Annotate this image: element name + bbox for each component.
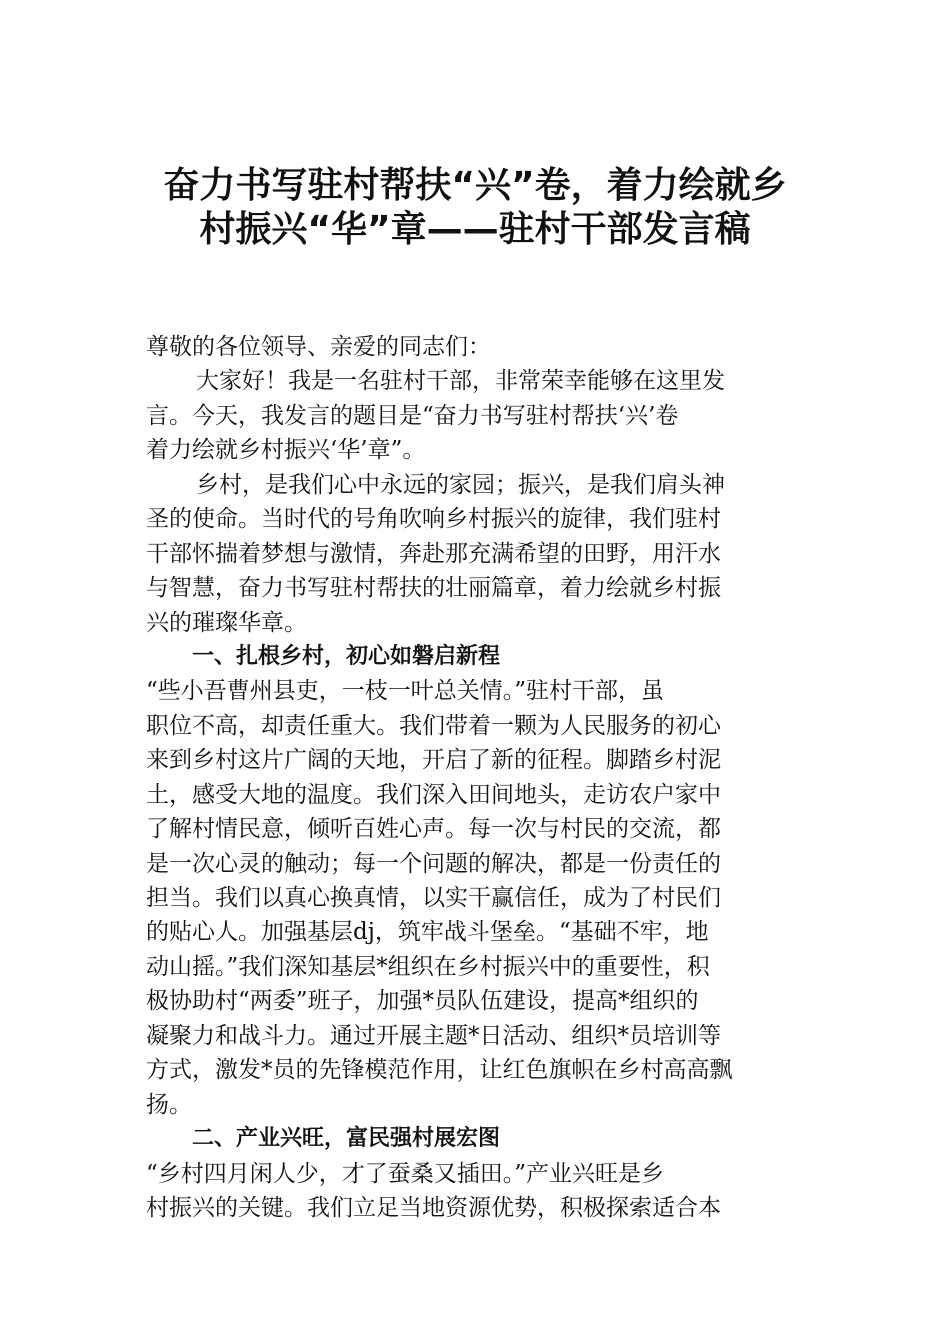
body-line: 凝聚力和战斗力。通过开展主题*日活动、组织*员培训等 — [146, 1022, 721, 1049]
body-line: 扬。 — [146, 1091, 192, 1118]
body-line: 来到乡村这片广阔的天地，开启了新的征程。脚踏乡村泥 — [146, 747, 721, 774]
body-line: 圣的使命。当时代的号角吹响乡村振兴的旋律，我们驻村 — [146, 506, 721, 533]
section-heading: 二、产业兴旺，富民强村展宏图 — [192, 1126, 501, 1152]
body-line: 与智慧，奋力书写驻村帮扶的壮丽篇章，着力绘就乡村振 — [146, 575, 721, 602]
document-body — [146, 330, 806, 1225]
body-line: 大家好！我是一名驻村干部，非常荣幸能够在这里发 — [196, 368, 725, 395]
body-line: 担当。我们以真心换真情，以实干赢信任，成为了村民们 — [146, 885, 721, 911]
body-line: 的贴心人。加强基层dj，筑牢战斗堡垒。“基础不牢，地 — [146, 919, 709, 946]
body-line: 是一次心灵的触动；每一个问题的解决，都是一份责任的 — [146, 850, 721, 877]
body-line: 动山摇。”我们深知基层*组织在乡村振兴中的重要性，积 — [146, 953, 710, 980]
body-line: “些小吾曹州县吏，一枝一叶总关情。”驻村干部，虽 — [146, 678, 665, 705]
body-line: 职位不高，却责任重大。我们带着一颗为人民服务的初心 — [146, 712, 721, 739]
body-line: 言。今天，我发言的题目是“奋力书写驻村帮扶‘兴’卷 — [146, 402, 679, 429]
document-title-line-2: 村振兴“华”章——驻村干部发言稿 — [199, 209, 751, 250]
body-line: 土，感受大地的温度。我们深入田间地头，走访农户家中 — [146, 781, 721, 808]
body-line: 兴的璀璨华章。 — [146, 609, 307, 636]
body-line: 干部怀揣着梦想与激情，奔赴那充满希望的田野，用汗水 — [146, 540, 721, 567]
document-title-line-1: 奋力书写驻村帮扶“兴”卷，着力绘就乡 — [163, 165, 787, 206]
body-line: 乡村，是我们心中永远的家园；振兴，是我们肩头神 — [196, 471, 725, 498]
body-line: 村振兴的关键。我们立足当地资源优势，积极探索适合本 — [146, 1194, 721, 1221]
body-line: 方式，激发*员的先锋模范作用，让红色旗帜在乡村高高飘 — [146, 1057, 733, 1084]
body-line: 了解村情民意，倾听百姓心声。每一次与村民的交流，都 — [146, 816, 721, 843]
body-line: 尊敬的各位领导、亲爱的同志们： — [146, 334, 491, 360]
body-line: “乡村四月闲人少，才了蚕桑又插田。”产业兴旺是乡 — [146, 1160, 665, 1187]
section-heading: 一、扎根乡村，初心如磐启新程 — [192, 643, 501, 669]
body-line: 极协助村“两委”班子，加强*员队伍建设，提高*组织的 — [146, 988, 699, 1015]
body-line: 着力绘就乡村振兴‘华’章”。 — [146, 437, 426, 464]
